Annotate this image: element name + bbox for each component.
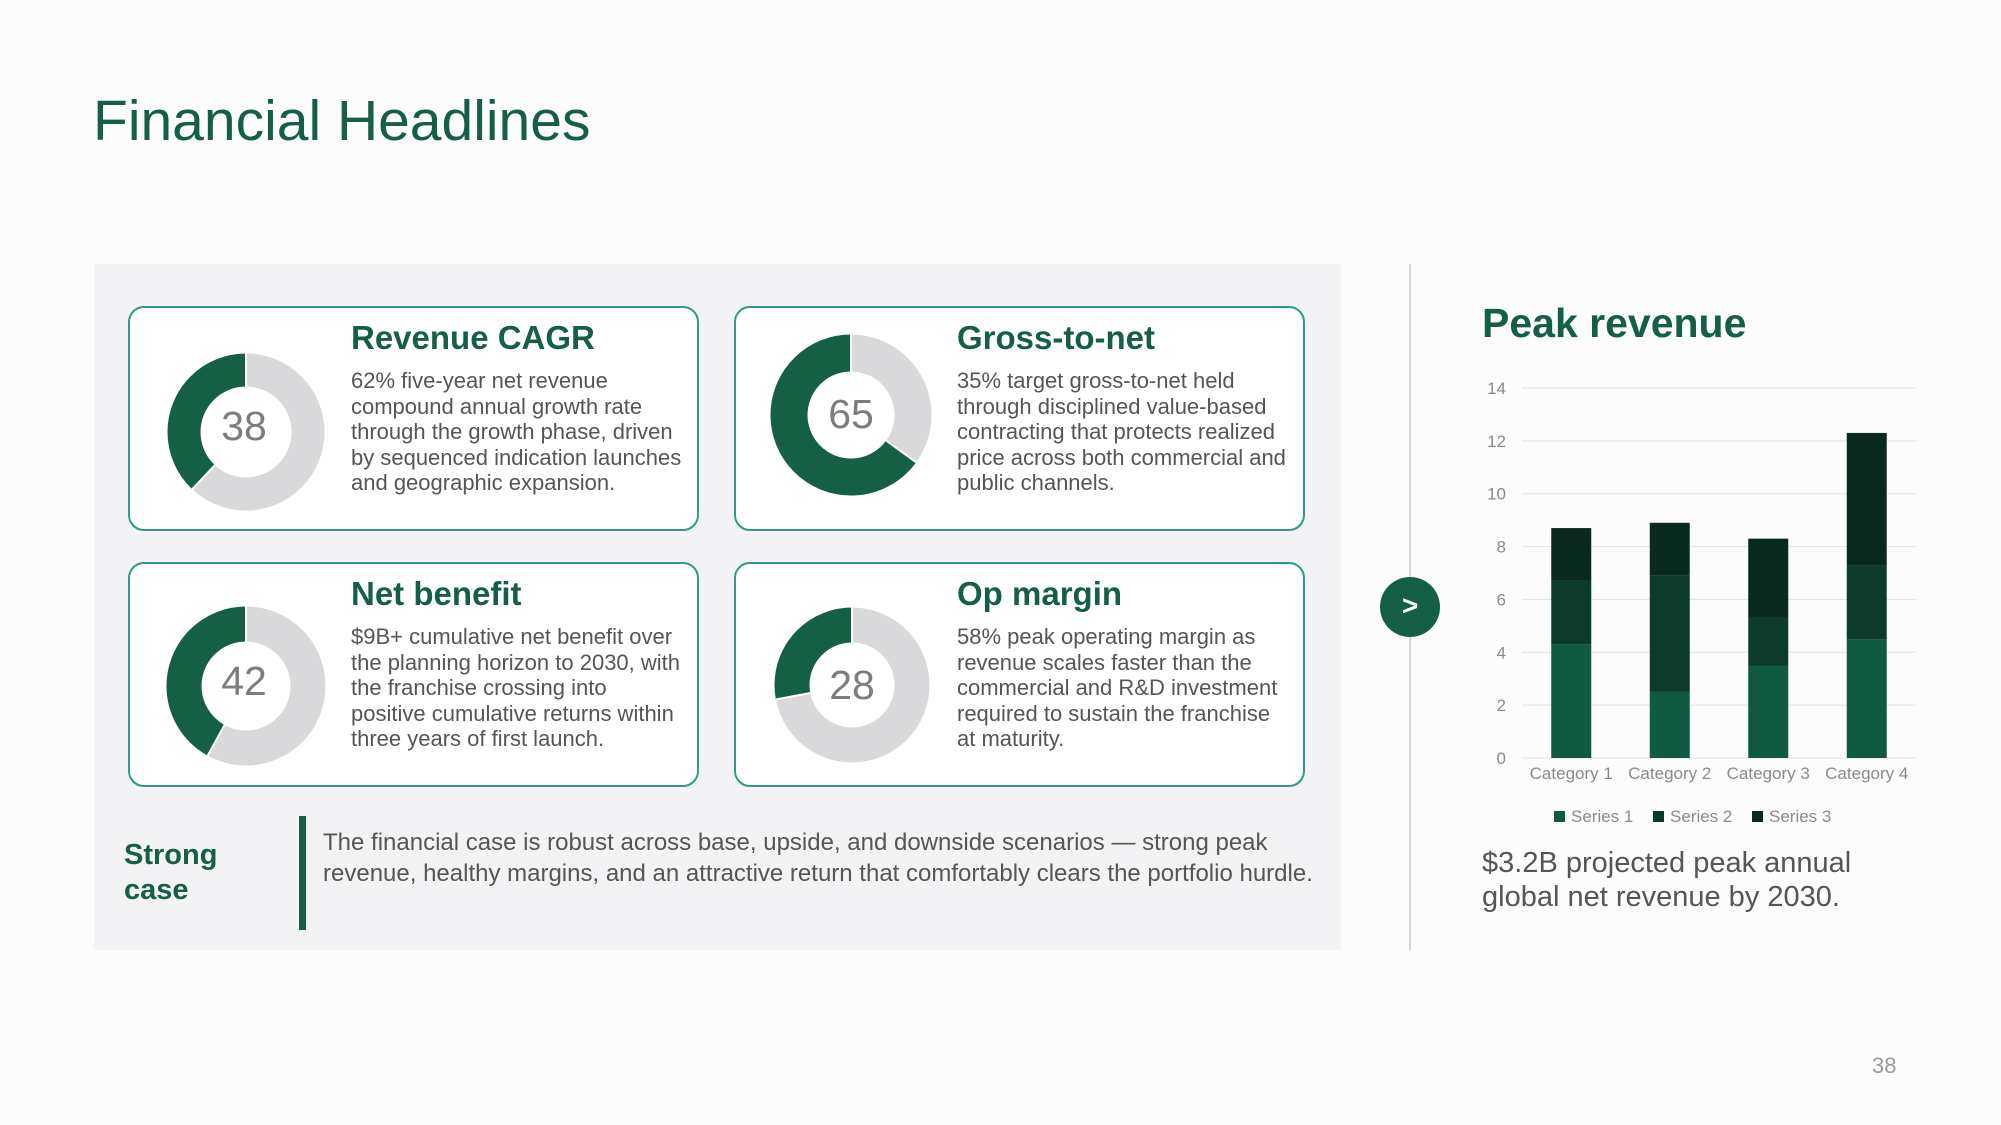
legend-swatch bbox=[1752, 811, 1763, 822]
legend-swatch bbox=[1554, 811, 1565, 822]
y-tick-label: 10 bbox=[1487, 484, 1506, 504]
revenue-cagr-value: 38 bbox=[221, 403, 267, 449]
gross-to-net-value: 65 bbox=[828, 391, 874, 437]
x-tick-label: Category 4 bbox=[1825, 764, 1909, 783]
y-tick-label: 14 bbox=[1487, 379, 1506, 398]
bar-segment bbox=[1748, 539, 1788, 618]
bar-segment bbox=[1650, 523, 1690, 576]
kpi-card-net-benefit bbox=[128, 562, 699, 787]
revenue-cagr-title: Revenue CAGR bbox=[351, 319, 595, 356]
page-number: 38 bbox=[1872, 1053, 1897, 1078]
net-benefit-title: Net benefit bbox=[351, 575, 522, 612]
bar-segment bbox=[1650, 576, 1690, 692]
kpi-card-op-margin bbox=[734, 562, 1305, 787]
bar-segment bbox=[1551, 644, 1591, 758]
peak-revenue-chart bbox=[1470, 370, 1940, 840]
kpi-card-revenue-cagr bbox=[128, 306, 699, 531]
bar-segment bbox=[1748, 666, 1788, 759]
bar-segment bbox=[1551, 528, 1591, 581]
bar-segment bbox=[1650, 692, 1690, 758]
op-margin-description: 58% peak operating margin as revenue scales faster than the commercial and R&D investment required to sustain the franchise at maturity. bbox=[957, 624, 1278, 751]
bar-segment bbox=[1847, 565, 1887, 639]
strong-case-label: Strong case bbox=[124, 839, 218, 906]
x-tick-label: Category 2 bbox=[1628, 764, 1712, 783]
legend-swatch bbox=[1653, 811, 1664, 822]
y-tick-label: 0 bbox=[1496, 749, 1506, 768]
bar-segment bbox=[1847, 639, 1887, 758]
peak-revenue-note: $3.2B projected peak annual global net revenue by 2030. bbox=[1482, 847, 1852, 913]
y-tick-label: 4 bbox=[1496, 643, 1506, 663]
strong-case-text: The financial case is robust across base, upside, and downside scenarios — strong peak revenue, healthy margins, and an attractive return that comfortably clears the portfolio hurdle. bbox=[323, 829, 1313, 887]
op-margin-title: Op margin bbox=[957, 575, 1123, 612]
net-benefit-description: $9B+ cumulative net benefit over the planning horizon to 2030, with the franchise crossing into positive cumulative returns within three years of first launch. bbox=[351, 624, 681, 751]
x-tick-label: Category 3 bbox=[1726, 764, 1810, 783]
chart-section-title: Peak revenue bbox=[1482, 300, 1747, 346]
accent-bar bbox=[299, 816, 306, 930]
y-tick-label: 8 bbox=[1496, 537, 1506, 557]
bar-segment bbox=[1551, 581, 1591, 644]
next-arrow-button[interactable]: > bbox=[1380, 577, 1440, 637]
y-tick-label: 2 bbox=[1496, 696, 1506, 716]
kpi-card-gross-to-net bbox=[734, 306, 1305, 531]
revenue-cagr-description: 62% five-year net revenue compound annual growth rate through the growth phase, driven by sequenced indication launches and geographic expansion. bbox=[351, 368, 682, 495]
y-tick-label: 12 bbox=[1487, 431, 1506, 451]
legend-label: Series 3 bbox=[1769, 807, 1832, 826]
y-tick-label: 6 bbox=[1496, 590, 1506, 610]
bar-segment bbox=[1748, 618, 1788, 666]
bar-segment bbox=[1847, 433, 1887, 565]
gross-to-net-title: Gross-to-net bbox=[957, 319, 1155, 356]
net-benefit-value: 42 bbox=[221, 658, 267, 704]
gross-to-net-description: 35% target gross-to-net held through disciplined value-based contracting that protects realized price across both commercial and public channels. bbox=[957, 368, 1286, 495]
op-margin-value: 28 bbox=[829, 662, 875, 708]
x-tick-label: Category 1 bbox=[1529, 764, 1613, 783]
page-title: Financial Headlines bbox=[93, 89, 591, 153]
legend-label: Series 2 bbox=[1670, 807, 1733, 826]
legend-label: Series 1 bbox=[1571, 807, 1634, 826]
